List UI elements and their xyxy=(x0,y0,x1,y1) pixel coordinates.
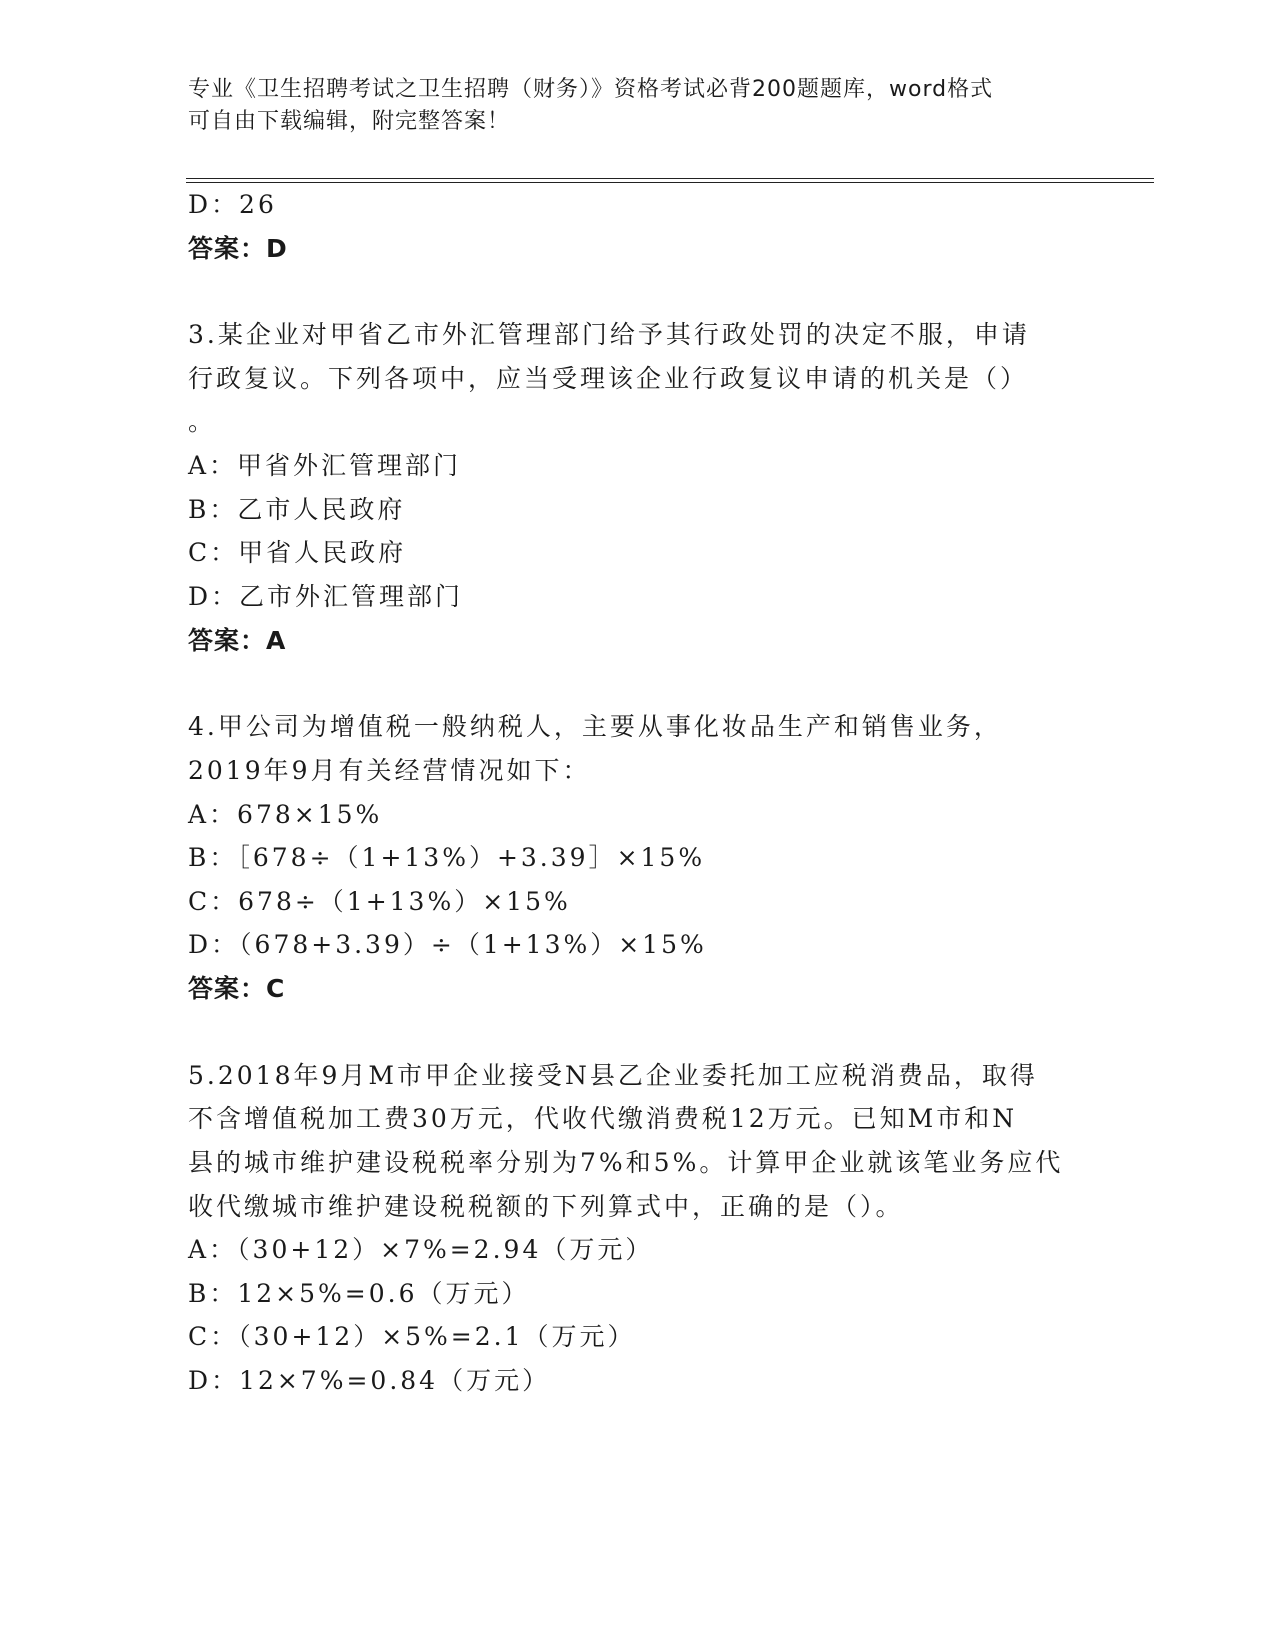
q4-stem-line-2: 2019年9月有关经营情况如下： xyxy=(188,756,591,785)
q3-option-c: C：甲省人民政府 xyxy=(188,538,407,567)
header-title-line-2: 可自由下载编辑，附完整答案！ xyxy=(188,109,511,134)
q4-option-c: C：678÷（1+13%）×15% xyxy=(188,887,571,916)
q5-stem-line-4: 收代缴城市维护建设税税额的下列算式中，正确的是（）。 xyxy=(188,1192,904,1221)
q2-option-d: D：26 xyxy=(188,190,277,219)
document-header xyxy=(188,74,1088,138)
header-divider-top xyxy=(186,178,1154,179)
q5-stem-line-1: 5.2018年9月M市甲企业接受N县乙企业委托加工应税消费品，取得 xyxy=(188,1061,1038,1090)
q3-option-b: B：乙市人民政府 xyxy=(188,495,406,524)
q3-stem-line-3: 。 xyxy=(188,407,217,436)
q5-stem-line-2: 不含增值税加工费30万元，代收代缴消费税12万元。已知M市和N xyxy=(188,1104,1018,1133)
q3-stem-line-1: 3.某企业对甲省乙市外汇管理部门给予其行政处罚的决定不服，申请 xyxy=(188,320,1030,349)
q3-answer: 答案：A xyxy=(188,626,287,655)
header-divider-bottom xyxy=(186,182,1154,183)
q5-option-c: C：（30+12）×5%=2.1（万元） xyxy=(188,1322,636,1351)
q3-option-a: A：甲省外汇管理部门 xyxy=(188,451,462,480)
q3-stem-line-2: 行政复议。下列各项中，应当受理该企业行政复议申请的机关是（） xyxy=(188,364,1029,393)
q2-answer: 答案：D xyxy=(188,234,288,263)
q4-stem-line-1: 4.甲公司为增值税一般纳税人，主要从事化妆品生产和销售业务， xyxy=(188,712,1002,741)
q4-answer: 答案：C xyxy=(188,974,286,1003)
q5-option-a: A：（30+12）×7%=2.94（万元） xyxy=(188,1235,654,1264)
header-title-line-1: 专业《卫生招聘考试之卫生招聘（财务）》资格考试必背200题题库，word格式 xyxy=(188,77,994,102)
q5-option-d: D：12×7%=0.84（万元） xyxy=(188,1366,551,1395)
q4-option-b: B：［678÷（1+13%）+3.39］×15% xyxy=(188,843,706,872)
q4-option-a: A：678×15% xyxy=(188,800,383,829)
q3-option-d: D：乙市外汇管理部门 xyxy=(188,582,464,611)
q5-option-b: B：12×5%=0.6（万元） xyxy=(188,1279,530,1308)
q4-option-d: D：（678+3.39）÷（1+13%）×15% xyxy=(188,930,707,959)
q5-stem-line-3: 县的城市维护建设税税率分别为7%和5%。计算甲企业就该笔业务应代 xyxy=(188,1148,1064,1177)
